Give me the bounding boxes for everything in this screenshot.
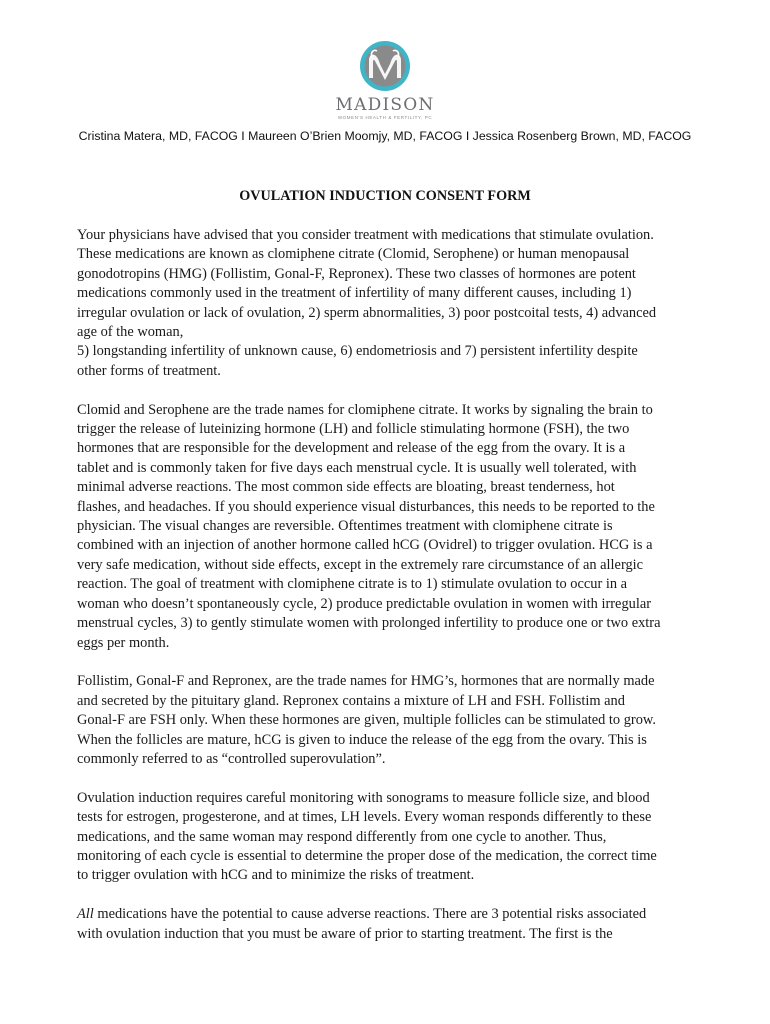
text-line: menstrual cycles, 3) to gently stimulate women with prolonged infertility to produce one or two extra <box>77 615 661 632</box>
text-line: hormones that are responsible for the development and release of the egg from the ovary. It is a <box>77 440 626 457</box>
paragraph-risks <box>77 905 697 944</box>
text-line: gonodotropins (HMG) (Follistim, Gonal-F, Repronex). These two classes of hormones are potent <box>77 265 636 282</box>
text-line: When the follicles are mature, hCG is given to induce the release of the egg from the ovary. This is <box>77 731 647 748</box>
paragraph-gap <box>77 381 697 400</box>
text-line: minimal adverse reactions. The most common side effects are bloating, breast tenderness, hot <box>77 479 615 496</box>
italic-emphasis: All <box>77 906 94 923</box>
paragraph-indications <box>77 226 697 381</box>
text-line: Follistim, Gonal-F and Repronex, are the trade names for HMG’s, hormones that are normally made <box>77 673 655 690</box>
text-line: 5) longstanding infertility of unknown cause, 6) endometriosis and 7) persistent infertility despite <box>77 343 638 360</box>
physician-list: Cristina Matera, MD, FACOG I Maureen O’Brien Moomjy, MD, FACOG I Jessica Rosenberg Brown, MD, FACOG <box>78 129 692 143</box>
text-line: woman who doesn’t spontaneously cycle, 2) produce predictable ovulation in women with irregular <box>77 595 652 612</box>
paragraph-clomiphene <box>77 401 697 653</box>
text-line: with ovulation induction that you must be aware of prior to starting treatment. The first is the <box>77 925 613 942</box>
text-line: Ovulation induction requires careful monitoring with sonograms to measure follicle size, and blood <box>77 789 650 806</box>
text-line: monitoring of each cycle is essential to determine the proper dose of the medication, the correct time <box>77 847 657 864</box>
text-line: tablet and is commonly taken for five days each menstrual cycle. It is usually well tolerated, with <box>77 459 637 476</box>
text-line: combined with an injection of another hormone called hCG (Ovidrel) to trigger ovulation. HCG is a <box>77 537 653 554</box>
text-line: other forms of treatment. <box>77 362 221 379</box>
document-body <box>77 226 697 944</box>
paragraph-hmg <box>77 672 697 769</box>
text-line: Gonal-F are FSH only. When these hormones are given, multiple follicles can be stimulated to grow. <box>77 712 656 729</box>
text-line: trigger the release of luteinizing hormone (LH) and follicle stimulating hormone (FSH), the two <box>77 421 630 438</box>
text-line: eggs per month. <box>77 634 170 651</box>
text-line: and secreted by the pituitary gland. Repronex contains a mixture of LH and FSH. Follistim and <box>77 692 625 709</box>
paragraph-gap <box>77 769 697 788</box>
paragraph-gap <box>77 886 697 905</box>
text-line: medications, and the same woman may respond differently from one cycle to another. Thus, <box>77 828 607 845</box>
text-line: age of the woman, <box>77 324 184 341</box>
paragraph-monitoring <box>77 789 697 886</box>
text-line: irregular ovulation or lack of ovulation, 2) sperm abnormalities, 3) poor postcoital tests, 4) advanced <box>77 304 657 321</box>
text-line: physician. The visual changes are reversible. Oftentimes treatment with clomiphene citrate is <box>77 518 613 535</box>
text-line: reaction. The goal of treatment with clomiphene citrate is to 1) stimulate ovulation to occur in a <box>77 576 628 593</box>
text-line <box>77 905 697 924</box>
text-line: These medications are known as clomiphene citrate (Clomid, Serophene) or human menopausal <box>77 246 630 263</box>
text-line: tests for estrogen, progesterone, and at times, LH levels. Every woman responds differently to these <box>77 809 652 826</box>
text-line: commonly referred to as “controlled superovulation”. <box>77 750 386 767</box>
paragraph-gap <box>77 653 697 672</box>
text-line: Your physicians have advised that you consider treatment with medications that stimulate ovulation. <box>77 227 654 243</box>
text-run: medications have the potential to cause adverse reactions. There are 3 potential risks associated <box>93 906 647 923</box>
text-line: to trigger ovulation with hCG and to minimize the risks of treatment. <box>77 867 475 884</box>
text-line: very safe medication, without side effects, except in the extremely rare circumstance of an allergic <box>77 556 644 573</box>
text-line: flashes, and headaches. If you should experience visual disturbances, this needs to be reported to the <box>77 498 655 515</box>
madison-logo <box>325 40 445 126</box>
madison-m-monogram-icon <box>359 40 411 92</box>
text-line: Clomid and Serophene are the trade names for clomiphene citrate. It works by signaling the brain to <box>77 401 653 418</box>
brand-subtitle: WOMEN'S HEALTH & FERTILITY, PC <box>337 115 433 120</box>
document-title: OVULATION INDUCTION CONSENT FORM <box>239 188 531 204</box>
text-line: medications commonly used in the treatment of infertility of many different causes, including 1) <box>77 285 632 302</box>
brand-name: MADISON <box>335 95 435 115</box>
